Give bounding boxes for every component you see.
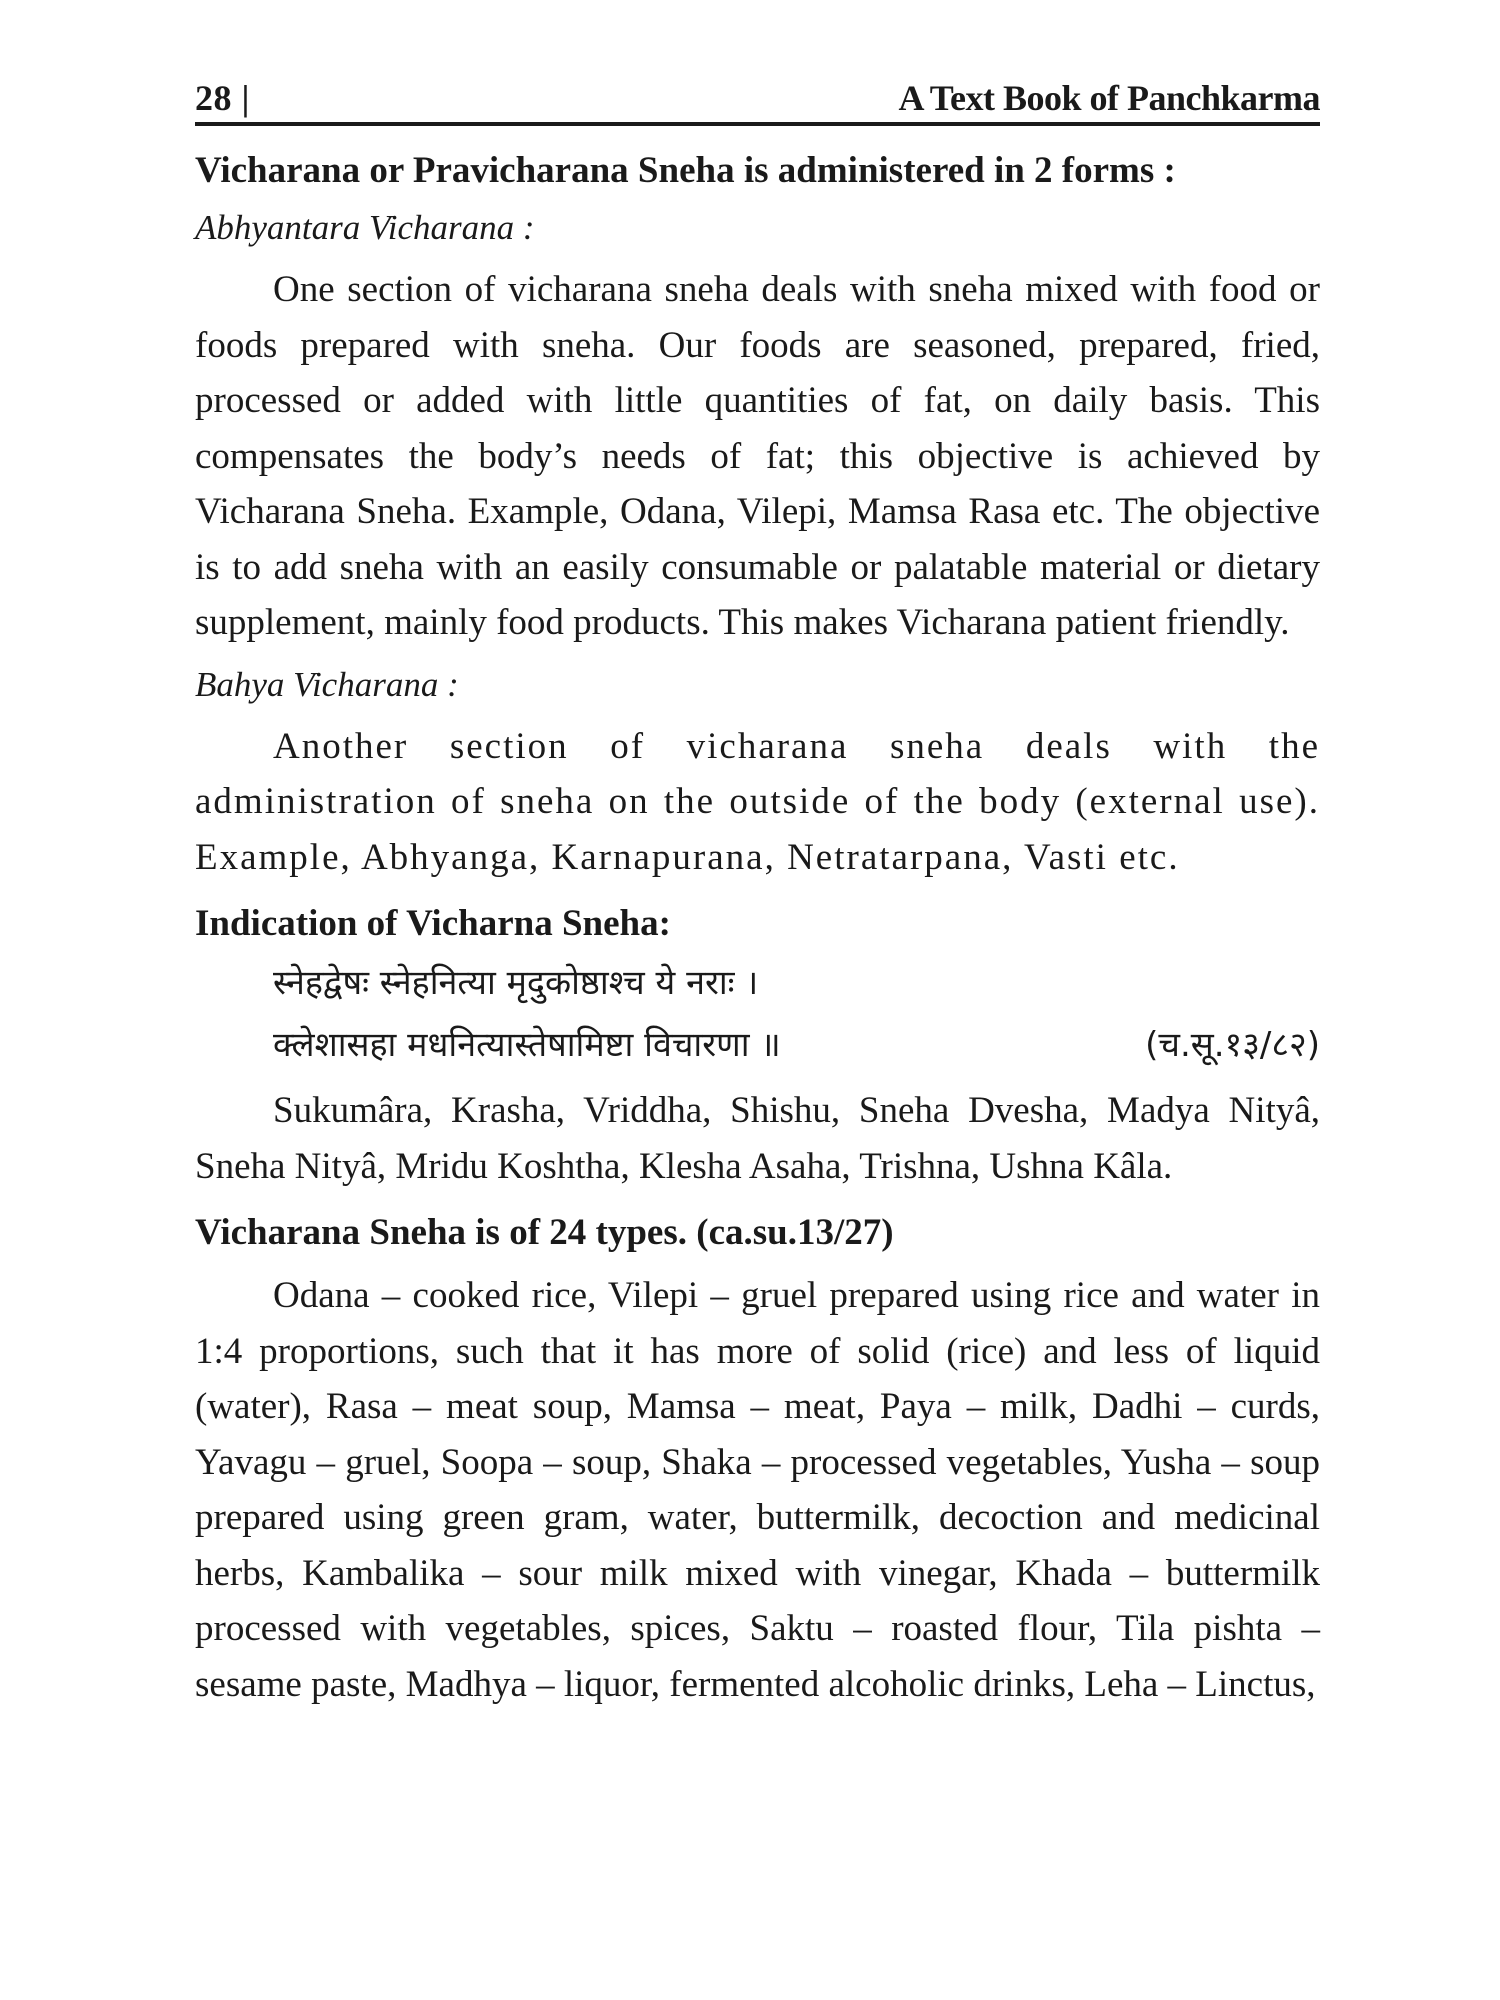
sanskrit-reference: (च.सू.१३/८२) — [1145, 1025, 1320, 1065]
paragraph-indications: Sukumâra, Krasha, Vriddha, Shishu, Sneha Dvesha, Madya Nityâ, Sneha Nityâ, Mridu Koshtha, Klesha Asaha, Trishna, Ushna Kâla. — [195, 1090, 1320, 1187]
sanskrit-line-1-text: स्नेहद्वेषः स्नेहनित्या मृदुकोष्ठाश्च ये नराः । — [273, 963, 759, 1003]
page-number: 28 | — [195, 78, 250, 118]
page-header — [195, 78, 1320, 126]
sanskrit-verse — [273, 957, 1320, 1071]
section-heading-forms: Vicharana or Pravicharana Sneha is administered in 2 forms : — [195, 150, 1176, 191]
paragraph-types: Odana – cooked rice, Vilepi – gruel prepared using rice and water in 1:4 proportions, such that it has more of solid (rice) and less of liquid (water), Rasa – meat soup, Mamsa – meat, Paya – milk, Dadhi – curds, Yavagu – gruel, Soopa – soup, Shaka – processed vegetables, Yusha – soup prepared using green gram, water, buttermilk, decoction and medicinal herbs, Kambalika – sour milk mixed with vinegar, Khada – buttermilk processed with vegetables, spices, Saktu – roasted flour, Tila pishta – sesame paste, Madhya – liquor, fermented alcoholic drinks, Leha – Linctus, — [195, 1275, 1320, 1705]
paragraph-bahya: Another section of vicharana sneha deals with the administration of sneha on the outside of the body (external use). Example, Abhyanga, Karnapurana, Netratarpana, Vasti etc. — [195, 725, 1320, 878]
book-title: A Text Book of Panchkarma — [898, 78, 1320, 118]
subheading-bahya: Bahya Vicharana : — [195, 664, 459, 704]
book-page — [195, 78, 1320, 1712]
paragraph-abhyantara: One section of vicharana sneha deals with sneha mixed with food or foods prepared with sneha. Our foods are seasoned, prepared, fried, processed or added with little quantities of fat, on daily basis. This compensates the body’s needs of fat; this objective is achieved by Vicharana Sneha. Example, Odana, Vilepi, Mamsa Rasa etc. The objective is to add sneha with an easily consumable or palatable material or dietary supplement, mainly food products. This makes Vicharana patient friendly. — [195, 269, 1320, 643]
section-heading-types: Vicharana Sneha is of 24 types. (ca.su.13/27) — [195, 1212, 894, 1253]
sanskrit-line-2-text: क्लेशासहा मधनित्यास्तेषामिष्टा विचारणा ॥ — [273, 1025, 781, 1065]
sanskrit-verse-line-1 — [273, 957, 1320, 1009]
subheading-abhyantara: Abhyantara Vicharana : — [195, 208, 535, 247]
sanskrit-verse-line-2 — [273, 1019, 1320, 1071]
section-heading-indication: Indication of Vicharna Sneha: — [195, 903, 671, 944]
